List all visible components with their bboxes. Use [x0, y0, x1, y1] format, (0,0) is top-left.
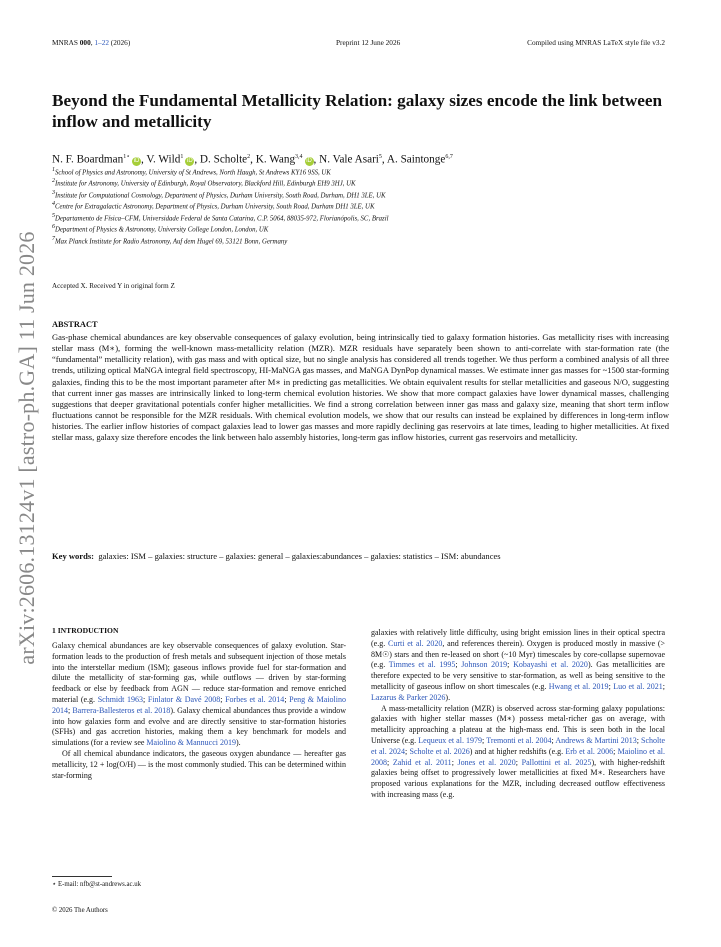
citation-link[interactable]: Hwang et al. 2019 [548, 681, 609, 691]
citation-link[interactable]: Tremonti et al. 2004 [486, 735, 552, 745]
citation-link[interactable]: Forbes et al. 2014 [225, 694, 285, 704]
affiliation-number: 3 [52, 189, 55, 196]
affiliation-number: 2 [52, 178, 55, 185]
paragraph-text: ). Galaxy chemical abundances thus provide a window into how galaxies form and evolve and are directly sensitive to star-formation histories (SFHs) and gas accretion histories, making them a key benchmark for models and simulations (for a review see [52, 705, 346, 748]
author-separator: , [140, 153, 147, 166]
affiliation-item [52, 200, 672, 211]
copyright-notice: © 2026 The Authors [52, 907, 108, 914]
affiliation-text: Institute for Astronomy, University of Edinburgh, Royal Observatory, Blackford Hill, Edinburgh EH9 3HJ, UK [55, 180, 356, 188]
paragraph-text: galaxies with relatively little difficulty, using bright emission lines in their optical spectra (e.g. [371, 628, 665, 648]
paragraph-text: ; [143, 694, 148, 704]
intro-paragraph-4 [371, 704, 665, 801]
running-header-preprint: Preprint 12 June 2026 [336, 38, 401, 47]
left-column [52, 641, 346, 781]
citation-link[interactable]: Zahid et al. 2011 [392, 757, 452, 767]
paragraph-text: , and references therein). Oxygen is produced mostly in massive (> 8M☉) stars and then re-leased on short (~10 Myr) timescales by core-collapse supernovae (e.g. [371, 638, 665, 670]
author-name: N. Vale Asari [319, 153, 379, 166]
affiliation-number: 7 [52, 235, 55, 242]
citation-link[interactable]: Curti et al. 2020 [388, 638, 443, 648]
affiliation-text: Department of Physics & Astronomy, University College London, London, UK [55, 226, 269, 234]
orcid-icon[interactable]: iD [133, 157, 140, 164]
arxiv-stamp [12, 230, 42, 665]
paragraph-text: ; [507, 660, 514, 670]
abstract-heading: ABSTRACT [52, 320, 98, 329]
citation-link[interactable]: Scholte et al. 2026 [409, 746, 470, 756]
paragraph-text: ; [68, 705, 73, 715]
journal-name: MNRAS [52, 38, 80, 47]
citation-link[interactable]: Scholte et al. 2024 [371, 735, 666, 756]
author-list [52, 150, 672, 167]
section-heading-introduction: 1 INTRODUCTION [52, 626, 119, 635]
paragraph-text: ). [445, 692, 451, 702]
citation-link[interactable]: Lazarus & Parker 2026 [371, 692, 446, 702]
affiliation-item [52, 177, 672, 188]
citation-link[interactable]: Johnson 2019 [461, 660, 508, 670]
affiliation-number: 4 [52, 201, 55, 208]
citation-link[interactable]: Peng & Maiolino 2014 [52, 694, 346, 715]
author-affiliation-marker: 2 [247, 154, 251, 160]
citation-link[interactable]: Jones et al. 2020 [457, 757, 516, 767]
paragraph-text: ; [551, 735, 556, 745]
paragraph-text: ; [451, 757, 458, 767]
citation-link[interactable]: Pallottini et al. 2025 [521, 757, 592, 767]
paragraph-text: ; [515, 757, 522, 767]
paragraph-text: ; [405, 746, 410, 756]
citation-link[interactable]: Kobayashi et al. 2020 [513, 660, 588, 670]
footnote-rule [52, 876, 112, 877]
author-separator: , [194, 153, 200, 166]
paragraph-text: ; [220, 694, 226, 704]
paragraph-text: ; [636, 735, 642, 745]
paragraph-text: ; [284, 694, 290, 704]
paragraph-text: ). Gas metallicities are therefore expected to be very sensitive to star-formation, as well as being sensitive to the metallicity of gaseous inflow on short timescales (e.g. [371, 660, 665, 691]
journal-pages-link[interactable]: 1–22 [94, 38, 109, 47]
affiliation-text: Institute for Computational Cosmology, Department of Physics, Durham University, South Road, Durham, DH1 3LE, UK [55, 192, 386, 200]
citation-link[interactable]: Schmidt 1963 [97, 694, 144, 704]
orcid-icon[interactable]: iD [186, 157, 193, 164]
affiliation-text: School of Physics and Astronomy, University of St Andrews, North Haugh, St Andrews KY16 9SS, UK [55, 169, 331, 177]
author-affiliation-marker: 6,7 [445, 154, 453, 160]
paragraph-text: ; [482, 735, 487, 745]
journal-year: (2026) [108, 38, 131, 47]
intro-paragraph-1 [52, 641, 346, 749]
running-header-journal [52, 38, 130, 47]
paragraph-text: ; [455, 660, 462, 670]
citation-link[interactable]: Lequeux et al. 1979 [418, 735, 483, 745]
author-name: A. Saintonge [386, 153, 446, 166]
paragraph-text: ; [613, 746, 618, 756]
journal-volume: 000 [79, 38, 91, 47]
arxiv-stamp-text: arXiv:2606.13124v1 [astro-ph.GA] 11 Jun 2026 [14, 230, 39, 665]
affiliation-item [52, 189, 672, 200]
citation-link[interactable]: Barrera-Ballesteros et al. 2018 [72, 705, 171, 715]
citation-link[interactable]: Maiolino & Mannucci 2019 [146, 738, 236, 748]
affiliation-number: 1 [52, 167, 55, 173]
author-name: D. Scholte [199, 153, 248, 166]
citation-link[interactable]: Erb et al. 2006 [565, 746, 614, 756]
paragraph-text: ; [662, 681, 666, 691]
right-column [371, 628, 665, 801]
author-name: N. F. Boardman [52, 153, 124, 166]
author-separator: , [381, 153, 387, 166]
affiliation-number: 5 [52, 212, 55, 219]
author-name: K. Wang [255, 153, 296, 166]
citation-link[interactable]: Timmes et al. 1995 [388, 660, 456, 670]
author-affiliation-marker: 1 [180, 154, 184, 160]
intro-paragraph-2: Of all chemical abundance indicators, the gaseous oxygen abundance — hereafter gas metallicity, 12 + log(O/H) — is the most commonly studied. This can be determined within star-forming [52, 748, 346, 780]
affiliation-text: Departamento de Física–CFM, Universidade Federal de Santa Catarina, C.P. 5064, 88035-972, Florianópolis, SC, Brazil [55, 214, 389, 222]
paragraph-text: ). [235, 738, 241, 748]
keywords [52, 551, 669, 562]
running-header-compiled: Compiled using MNRAS LaTeX style file v3.2 [527, 38, 665, 47]
author-affiliation-marker: 3,4 [295, 154, 303, 160]
citation-link[interactable]: Maiolino et al. 2008 [371, 746, 665, 767]
affiliation-item [52, 223, 672, 234]
paragraph-text: ; [387, 757, 393, 767]
keywords-label: Key words: [52, 551, 95, 561]
affiliation-list [52, 166, 672, 246]
keywords-text: galaxies: ISM – galaxies: structure – galaxies: general – galaxies:abundances – galaxies: statistics – ISM: abundances [98, 551, 501, 561]
author-affiliation-marker: 5 [378, 154, 382, 160]
affiliation-number: 6 [52, 224, 55, 231]
author-name: V. Wild [146, 153, 181, 166]
received-accepted-line: Accepted X. Received Y in original form Z [52, 282, 175, 290]
orcid-icon[interactable]: iD [306, 157, 312, 164]
citation-link[interactable]: Finlator & Davé 2008 [147, 694, 221, 704]
paragraph-text: ; [608, 681, 614, 691]
affiliation-item [52, 235, 672, 246]
paragraph-text: A mass-metallicity relation (MZR) is observed across star-forming galaxy populations: galaxies with higher stellar masses (M∗) possess metal-richer gas on average, with metallicity approaching a plateau at the high-mass end. This is seen both in the local Universe (e.g. [371, 703, 665, 745]
paragraph-text: Galaxy chemical abundances are key observable consequences of galaxy evolution. Star-formation leads to the production of fresh metals and subsequent injection of those metals into the interstellar medium (ISM); gaseous inflows provide fuel for star-formation and dilute the metallicity of star-forming gas, while outflows — driven by star-forming feedback or else by feedback from AGN — reduce star-formation and remove enriched material (e.g. [52, 641, 346, 704]
author-separator: , [313, 153, 320, 166]
abstract-body: Gas-phase chemical abundances are key observable consequences of galaxy evolution, being intrinsically tied to galaxy formation histories. Gas metallicity rises with increasing stellar mass (M∗), forming the well-known mass-metallicity relation (MZR). MZR residuals have separately been shown to anti-correlate with star-formation rate (the “fundamental” metallicity relation), with gas mass and with optical size, but no single analysis has considered all trends together. We thus perform a combined analysis of all three trends, utilizing optical MaNGA integral field spectroscopy, HI-MaNGA gas masses, and MaNGA DynPop dynamical masses. We estimate inner gas masses for ~1500 star-forming galaxies, finding this to be the most important parameter after M∗ in predicting gas metallicities. We obtain equivalent results for stellar metallicities and gaseous N/O, suggesting that current inner gas masses are intrinsically linked to long-term chemical evolution histories. We show that more compact galaxies have lower dynamical masses, challenging suggestions that deeper gravitational potentials confer higher metallicities. We find a strong correlation between inner gas mass and galaxy size, meaning that short term inflow fluctuations cannot be responsible for the MZR residuals. With chemical evolution models, we show that our results can instead be explained by differences in long-term inflow histories. The earlier inflow histories of compact galaxies lead to lower gas masses and more rapidly declining gas reservoirs at late times, leading to higher metallicities. At fixed stellar mass, galaxy size therefore encodes the link between halo assembly histories, long-term gas inflow histories, current gas reservoirs and metallicity. [52, 332, 669, 443]
citation-link[interactable]: Luo et al. 2021 [613, 681, 663, 691]
author-separator: , [250, 153, 256, 166]
citation-link[interactable]: Andrews & Martini 2013 [555, 735, 637, 745]
affiliation-item [52, 166, 672, 177]
paragraph-text: ) and at higher redshifts (e.g. [469, 746, 566, 756]
affiliation-text: Centre for Extragalactic Astronomy, Department of Physics, Durham University, South Road, Durham DH1 3LE, UK [55, 203, 375, 211]
paragraph-text: ), with higher-redshift galaxies being offset to progressively lower metallicities at fixed M∗. Researchers have proposed various explanations for the MZR, including decreased outflow effectiveness with increasing mass (e.g. [371, 757, 665, 799]
footnote-email: ⋆ E-mail: nfb@st-andrews.ac.uk [52, 881, 142, 888]
author-affiliation-marker: 1⋆ [123, 154, 130, 160]
intro-paragraph-3 [371, 628, 665, 704]
paper-title: Beyond the Fundamental Metallicity Relation: galaxy sizes encode the link between inflow and metallicity [52, 91, 663, 131]
pages-separator: , [90, 38, 95, 47]
affiliation-text: Max Planck Institute for Radio Astronomy, Auf dem Hugel 69, 53121 Bonn, Germany [55, 237, 288, 245]
affiliation-item [52, 212, 672, 223]
